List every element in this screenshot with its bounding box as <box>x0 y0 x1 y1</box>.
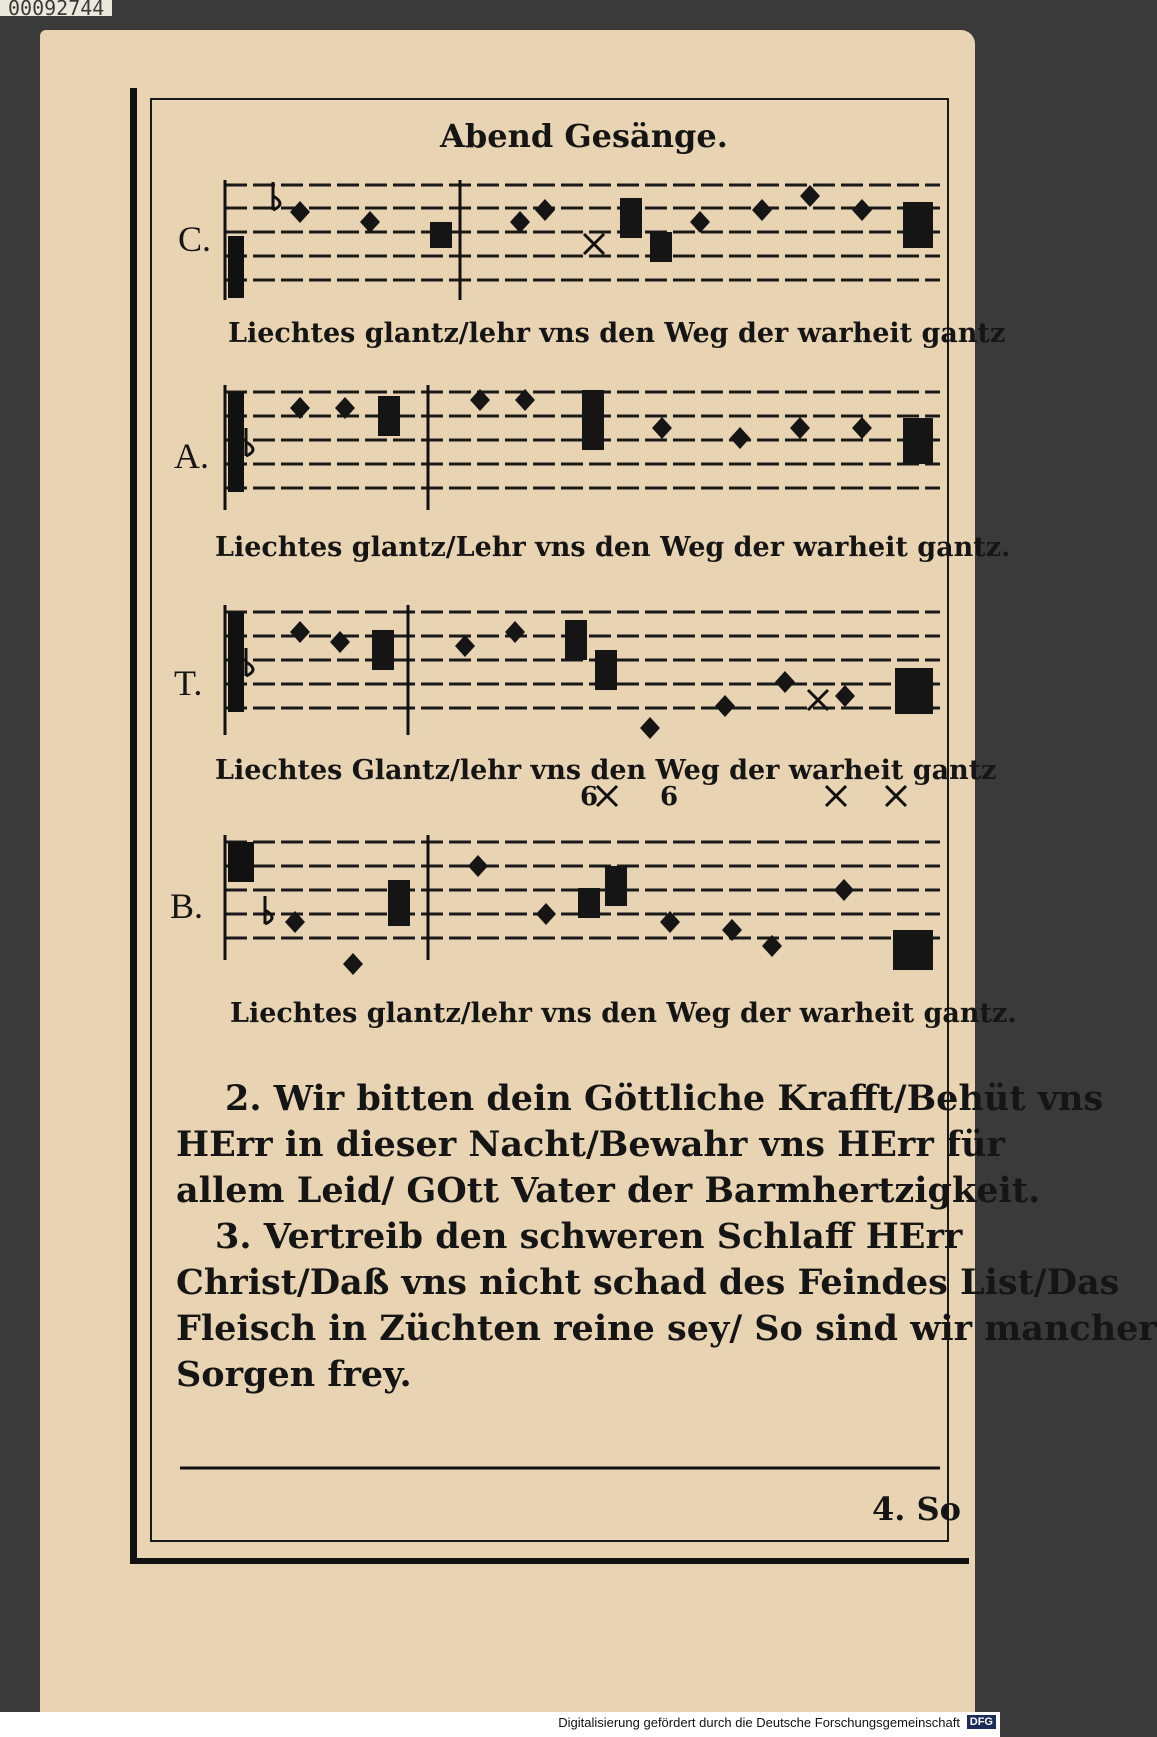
verse-3-line-1: 3. Vertreib den schweren Schlaff HErr <box>215 1216 963 1257</box>
dfg-logo: DFG <box>967 1715 996 1729</box>
lyric-line-altus: Liechtes glantz/Lehr vns den Weg der warheit gantz. <box>215 532 1011 563</box>
scan-id-label: 00092744 <box>0 0 112 16</box>
verse-2-line-3: allem Leid/ GOtt Vater der Barmhertzigkeit. <box>176 1170 1041 1211</box>
footer-credit: Digitalisierung gefördert durch die Deutsche Forschungsgemeinschaft <box>558 1715 960 1730</box>
verse-3-line-3: Fleisch in Züchten reine sey/ So sind wir mancher <box>176 1308 1157 1349</box>
running-title: Abend Gesänge. <box>440 117 728 155</box>
digitization-footer <box>0 1712 1000 1737</box>
verse-2-line-2: HErr in dieser Nacht/Bewahr vns HErr für <box>176 1124 1005 1165</box>
voice-label-altus: A. <box>174 436 209 476</box>
figured-bass-6-right: 6 <box>660 782 679 812</box>
lyric-line-tenor: Liechtes Glantz/lehr vns den Weg der warheit gantz <box>215 755 997 786</box>
lyric-line-bassus: Liechtes glantz/lehr vns den Weg der warheit gantz. <box>230 998 1017 1029</box>
catchword: 4. So <box>872 1490 961 1528</box>
lyric-line-cantus: Liechtes glantz/lehr vns den Weg der warheit gantz <box>228 318 1006 349</box>
voice-label-tenor: T. <box>174 663 203 703</box>
verse-3-line-4: Sorgen frey. <box>176 1354 412 1395</box>
verse-2-line-1: 2. Wir bitten dein Göttliche Krafft/Behüt vns <box>225 1078 1104 1119</box>
figured-bass-6-left: 6 <box>580 782 599 812</box>
voice-label-bassus: B. <box>170 886 204 926</box>
voice-label-cantus: C. <box>178 219 212 259</box>
verse-3-line-2: Christ/Daß vns nicht schad des Feindes List/Das <box>176 1262 1120 1303</box>
